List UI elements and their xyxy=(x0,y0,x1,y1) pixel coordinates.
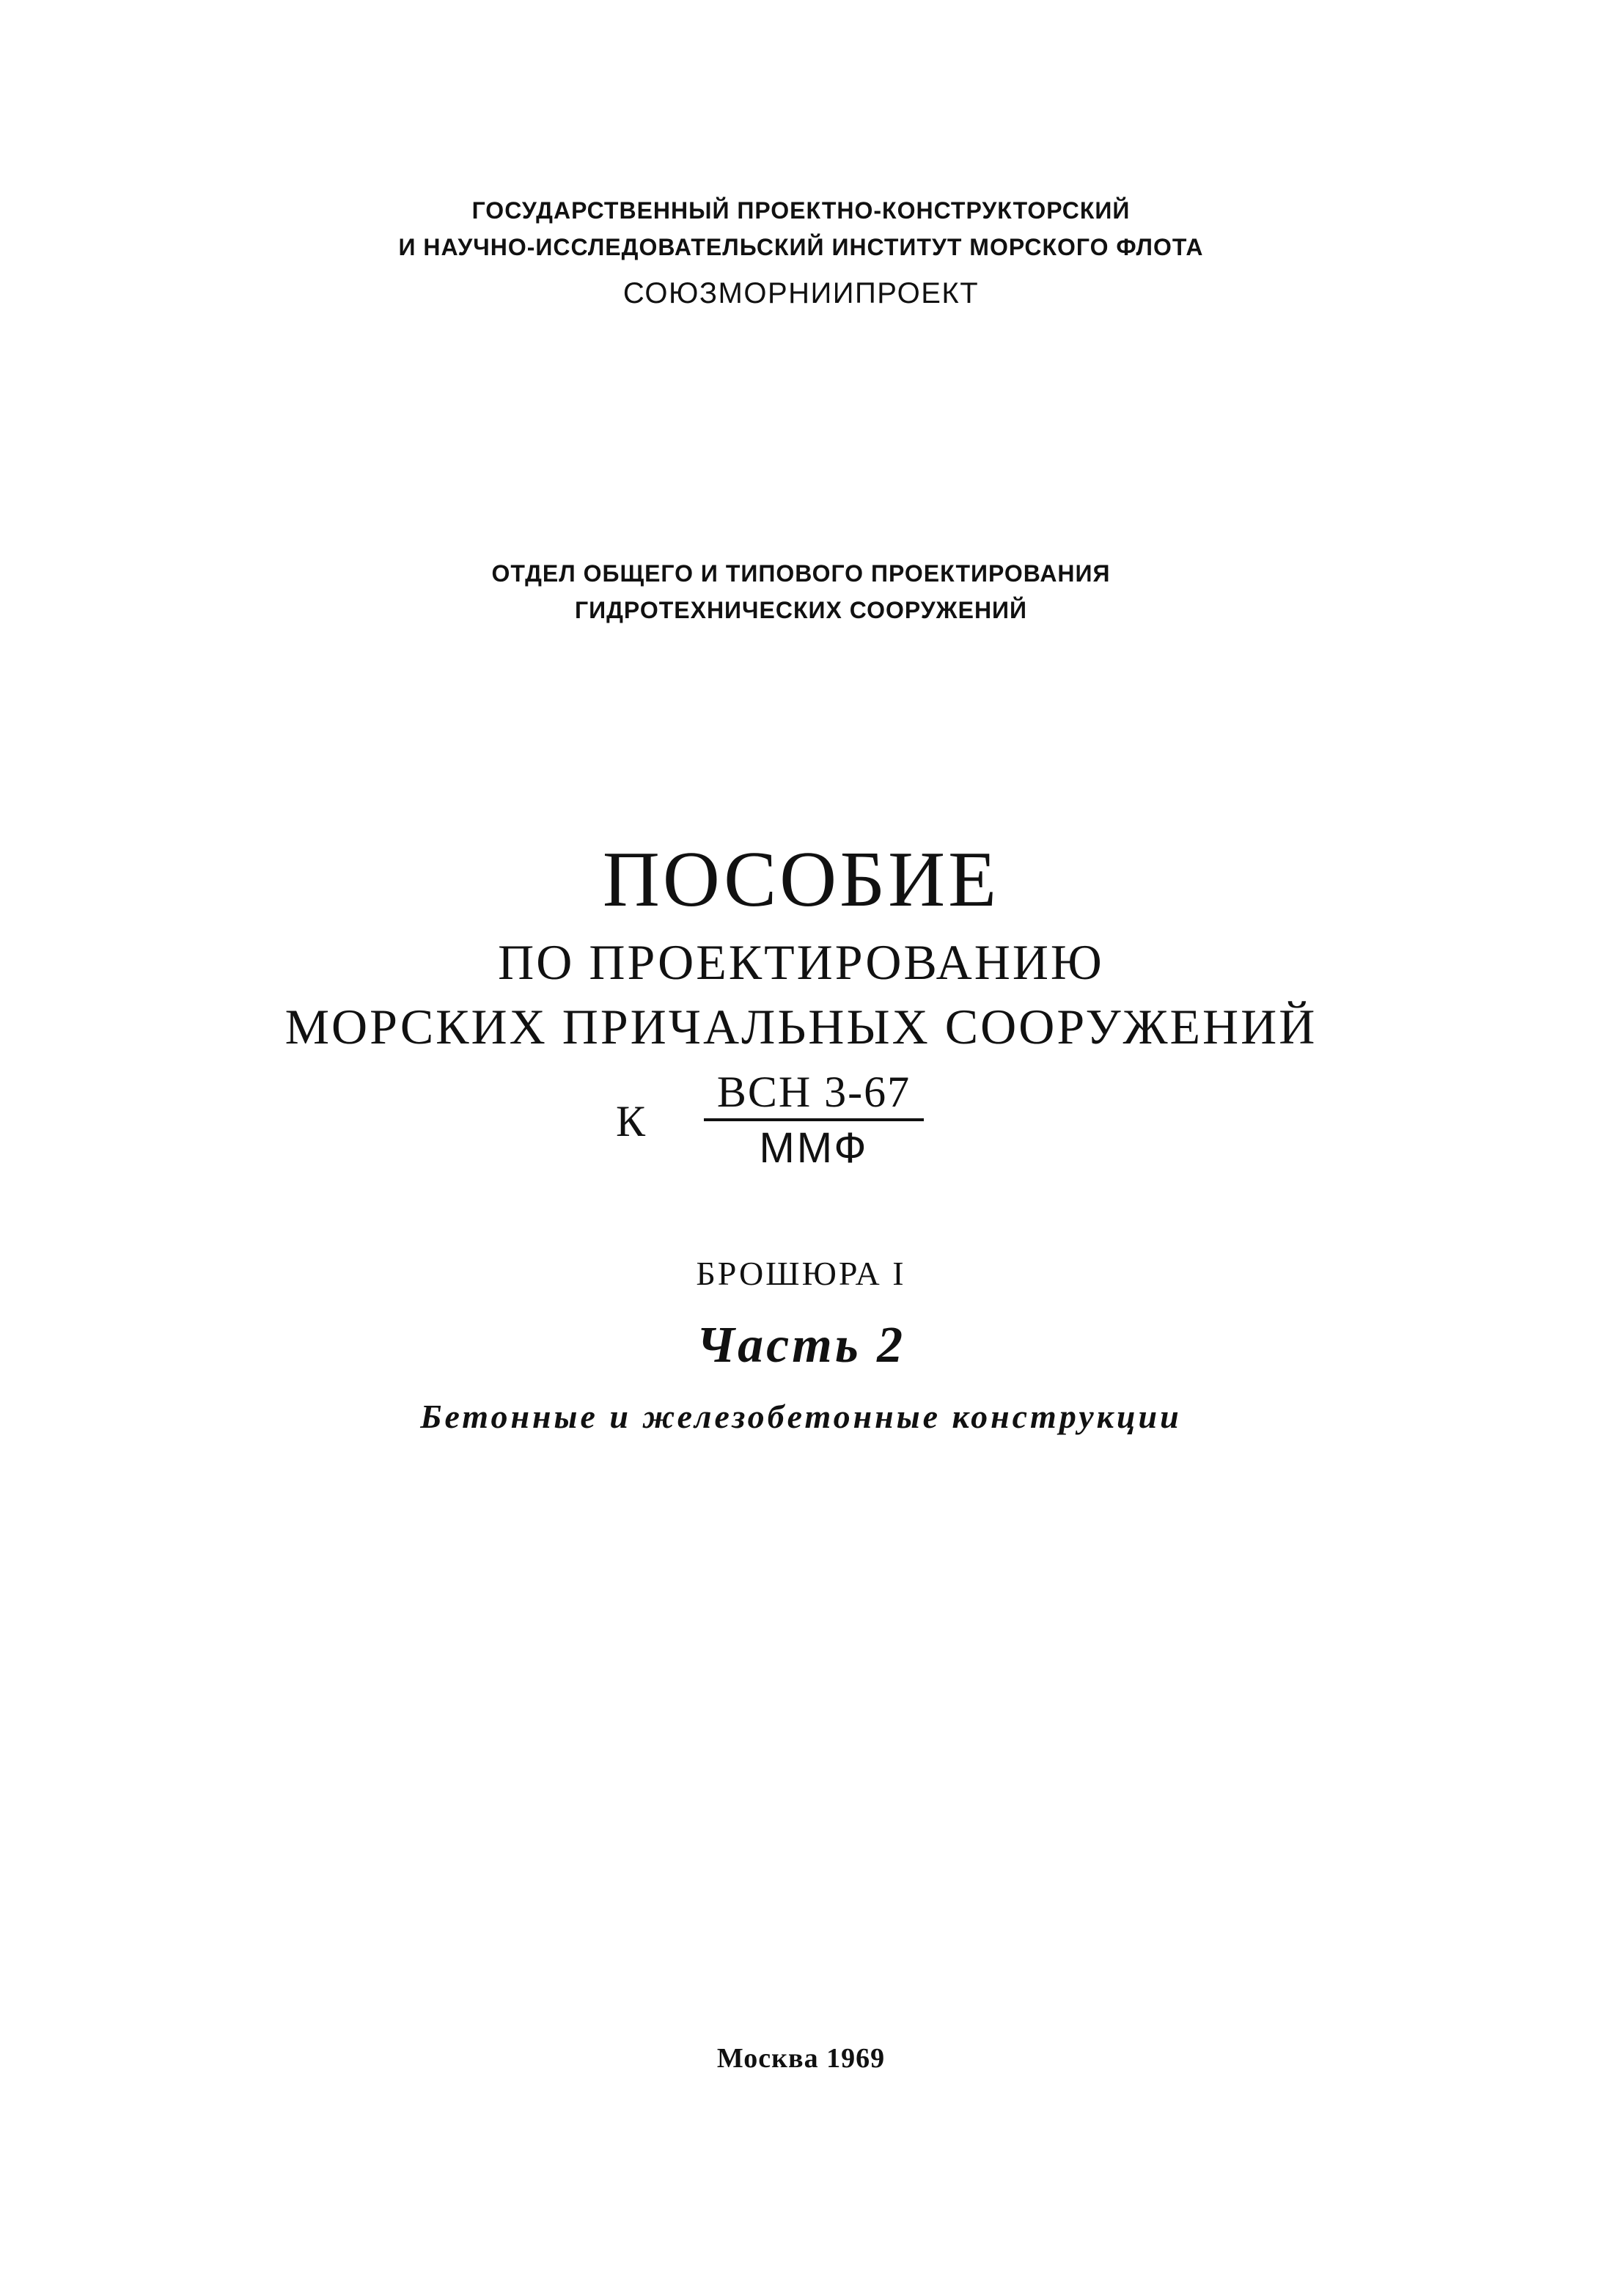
document-subtitle xyxy=(0,930,1602,1059)
standard-reference-numerator: ВСН 3-67 xyxy=(716,1068,911,1116)
brochure-label: БРОШЮРА I xyxy=(696,1255,906,1292)
institute-name-line-1: ГОСУДАРСТВЕННЫЙ ПРОЕКТНО-КОНСТРУКТОРСКИЙ xyxy=(471,197,1131,224)
standard-reference-fraction xyxy=(704,1067,924,1171)
department-name-line-2: ГИДРОТЕХНИЧЕСКИХ СООРУЖЕНИЙ xyxy=(574,597,1028,623)
document-title: ПОСОБИЕ xyxy=(602,836,1000,923)
institute-name-line-2: И НАУЧНО-ИССЛЕДОВАТЕЛЬСКИЙ ИНСТИТУТ МОРСКОГО ФЛОТА xyxy=(398,234,1204,260)
department-name-line-1: ОТДЕЛ ОБЩЕГО И ТИПОВОГО ПРОЕКТИРОВАНИЯ xyxy=(491,560,1111,587)
institute-short-name: СОЮЗМОРНИИПРОЕКТ xyxy=(622,277,980,309)
standard-reference-prefix: К xyxy=(616,1097,647,1145)
standard-reference-denominator: ММФ xyxy=(759,1124,869,1172)
document-subtitle-line-2: МОРСКИХ ПРИЧАЛЬНЫХ СООРУЖЕНИЙ xyxy=(284,999,1318,1055)
part-number: Часть 2 xyxy=(696,1317,906,1373)
institute-name xyxy=(0,192,1602,265)
fraction-bar xyxy=(704,1118,924,1121)
document-subtitle-line-1: ПО ПРОЕКТИРОВАНИЮ xyxy=(498,934,1104,990)
part-subject: Бетонные и железобетонные конструкции xyxy=(420,1398,1182,1435)
standard-reference xyxy=(0,1067,1602,1177)
imprint-place-year: Москва 1969 xyxy=(716,2043,886,2074)
department-name xyxy=(0,555,1602,628)
